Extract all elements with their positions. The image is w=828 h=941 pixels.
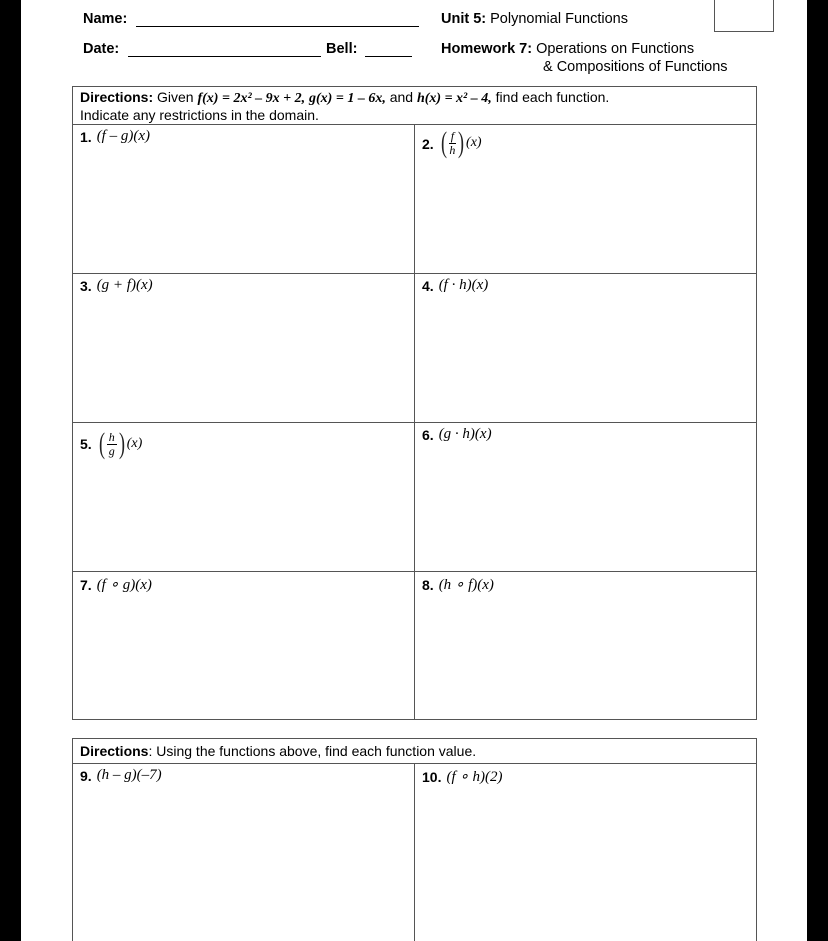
bell-blank[interactable] xyxy=(365,56,412,57)
problem-cell-2[interactable] xyxy=(415,125,756,274)
problem-label-2: 2. ( $\frac{f}{h}$ ) (x) xyxy=(422,126,482,159)
name-blank[interactable] xyxy=(136,26,419,27)
problem-label-7: 7. (f ∘ g)(x) xyxy=(80,576,152,593)
problem-label-8: 8. (h ∘ f)(x) xyxy=(422,576,494,593)
problem-cell-9[interactable] xyxy=(73,764,415,941)
problem-label-3: 3. (g + f)(x) xyxy=(80,277,153,294)
problem-label-9: 9. (h – g)(–7) xyxy=(80,767,162,784)
problem-cell-3[interactable] xyxy=(73,274,415,423)
problem-label-6: 6. (g · h)(x) xyxy=(422,426,492,443)
function-value-grid xyxy=(72,738,757,941)
date-blank[interactable] xyxy=(128,56,321,57)
directions-box-2: Directions: Using the functions above, find each function value. xyxy=(73,739,756,764)
directions-line-2: Indicate any restrictions in the domain. xyxy=(80,107,319,123)
fraction-f-over-h: ( $\frac{f}{h}$ ) (x) xyxy=(440,126,482,159)
problem-cell-4[interactable] xyxy=(415,274,756,423)
problem-cell-1[interactable] xyxy=(73,125,415,274)
problem-label-10: 10. (f ∘ h)(2) xyxy=(422,768,503,785)
homework-subtitle: & Compositions of Functions xyxy=(543,59,728,75)
unit-title: Unit 5: Polynomial Functions xyxy=(441,11,628,27)
problem-cell-10[interactable] xyxy=(415,764,756,941)
problem-label-4: 4. (f · h)(x) xyxy=(422,277,489,294)
problem-label-5: 5. ( $\frac{h}{g}$ ) (x) xyxy=(80,427,143,460)
fraction-h-over-g: ( $\frac{h}{g}$ ) (x) xyxy=(98,427,143,460)
homework-title: Homework 7: Operations on Functions xyxy=(441,41,695,57)
problem-cell-5[interactable] xyxy=(73,423,415,572)
problem-cell-8[interactable] xyxy=(415,572,756,719)
problem-label-1: 1. (f – g)(x) xyxy=(80,128,150,145)
directions-box xyxy=(73,87,756,125)
problem-cell-6[interactable] xyxy=(415,423,756,572)
problems-grid xyxy=(72,86,757,720)
problem-cell-7[interactable] xyxy=(73,572,415,719)
date-label: Date: xyxy=(83,41,120,57)
name-label: Name: xyxy=(83,11,128,27)
bell-label: Bell: xyxy=(326,41,358,57)
score-box[interactable] xyxy=(714,0,774,32)
directions-line-1: Directions: Given f(x) = 2x² – 9x + 2, g(x) = 1 – 6x, and h(x) = x² – 4, find each function. xyxy=(80,89,610,106)
worksheet-page xyxy=(21,0,807,941)
